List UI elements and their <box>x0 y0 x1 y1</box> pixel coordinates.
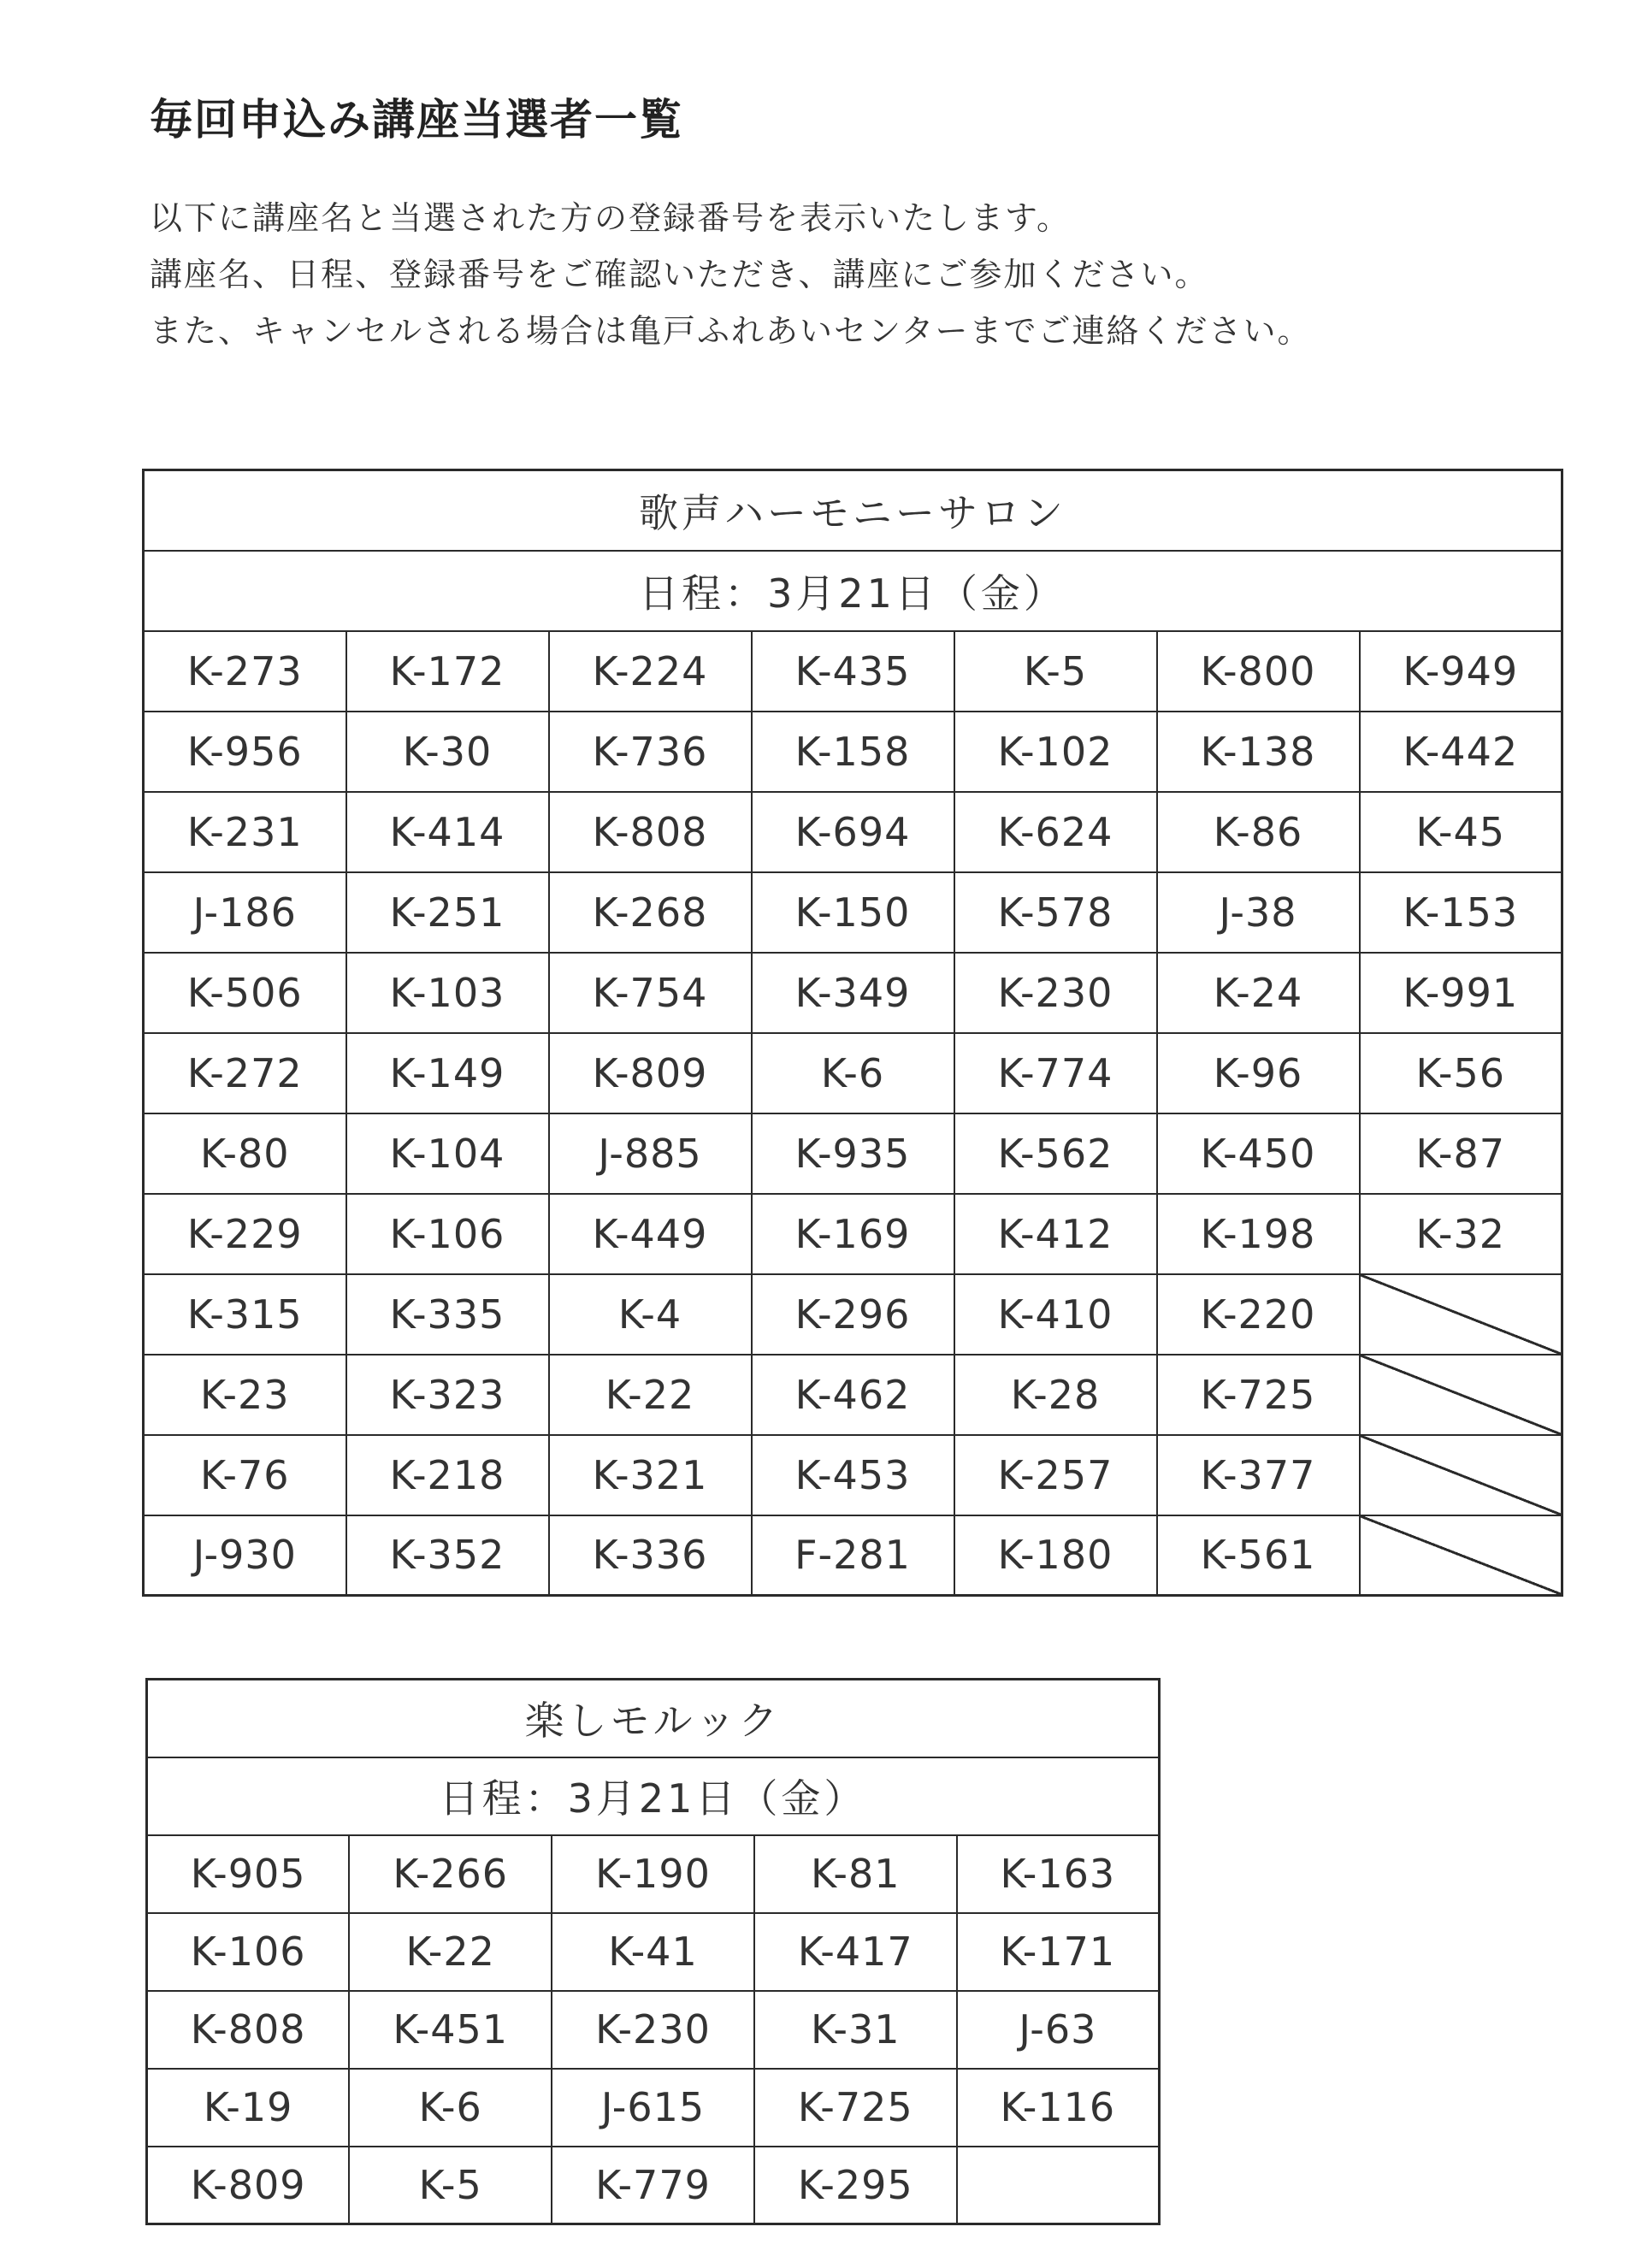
registration-number: K-725 <box>754 2069 957 2147</box>
intro-line: また、キャンセルされる場合は亀戸ふれあいセンターまでご連絡ください。 <box>150 312 1312 350</box>
registration-number: K-172 <box>346 631 549 712</box>
registration-number: K-257 <box>954 1435 1157 1515</box>
registration-number: K-435 <box>752 631 954 712</box>
registration-number: K-31 <box>754 1991 957 2069</box>
registration-number: K-624 <box>954 792 1157 872</box>
registration-number: K-190 <box>552 1835 754 1913</box>
registration-number: K-103 <box>346 953 549 1033</box>
empty-cell <box>1360 1515 1562 1596</box>
registration-number: K-169 <box>752 1194 954 1274</box>
table-row <box>147 1991 1160 2069</box>
registration-number: K-116 <box>957 2069 1160 2147</box>
table-row <box>144 1435 1562 1515</box>
course-schedule-row <box>144 551 1562 631</box>
registration-number: K-149 <box>346 1033 549 1113</box>
table-row <box>147 2147 1160 2224</box>
registration-number: K-352 <box>346 1515 549 1596</box>
course-name-row <box>147 1680 1160 1757</box>
registration-number: K-315 <box>144 1274 346 1355</box>
registration-number: K-321 <box>549 1435 752 1515</box>
registration-number: K-800 <box>1157 631 1360 712</box>
registration-number: K-956 <box>144 712 346 792</box>
registration-number: K-28 <box>954 1355 1157 1435</box>
registration-number: J-186 <box>144 872 346 953</box>
registration-number: K-230 <box>954 953 1157 1033</box>
registration-number: K-451 <box>349 1991 552 2069</box>
registration-number: K-104 <box>346 1113 549 1194</box>
registration-number: K-453 <box>752 1435 954 1515</box>
registration-number: K-694 <box>752 792 954 872</box>
registration-number: K-153 <box>1360 872 1562 953</box>
registration-number: K-32 <box>1360 1194 1562 1274</box>
course-name: 楽しモルック <box>147 1680 1160 1757</box>
registration-number: K-81 <box>754 1835 957 1913</box>
registration-number: K-268 <box>549 872 752 953</box>
course-schedule-row <box>147 1757 1160 1835</box>
empty-cell <box>957 2147 1160 2224</box>
registration-number: K-736 <box>549 712 752 792</box>
intro-line: 以下に講座名と当選された方の登録番号を表示いたします。 <box>150 199 1071 237</box>
table-row <box>147 2069 1160 2147</box>
registration-number: K-725 <box>1157 1355 1360 1435</box>
registration-number: K-106 <box>147 1913 350 1991</box>
registration-number: K-6 <box>752 1033 954 1113</box>
registration-number: K-23 <box>144 1355 346 1435</box>
registration-number: K-76 <box>144 1435 346 1515</box>
table-row <box>147 1913 1160 1991</box>
registration-number: K-506 <box>144 953 346 1033</box>
table-row <box>144 1113 1562 1194</box>
table-row <box>144 792 1562 872</box>
registration-number: K-56 <box>1360 1033 1562 1113</box>
registration-number: K-138 <box>1157 712 1360 792</box>
registration-number: K-230 <box>552 1991 754 2069</box>
intro-text <box>150 190 1311 359</box>
registration-number: K-220 <box>1157 1274 1360 1355</box>
table-row <box>144 872 1562 953</box>
table-row <box>144 1515 1562 1596</box>
registration-number: K-163 <box>957 1835 1160 1913</box>
registration-number: K-218 <box>346 1435 549 1515</box>
registration-number: K-251 <box>346 872 549 953</box>
registration-number: K-158 <box>752 712 954 792</box>
registration-number: K-296 <box>752 1274 954 1355</box>
registration-number: K-80 <box>144 1113 346 1194</box>
registration-number: K-229 <box>144 1194 346 1274</box>
empty-cell <box>1360 1274 1562 1355</box>
registration-number: K-808 <box>147 1991 350 2069</box>
registration-number: K-323 <box>346 1355 549 1435</box>
registration-number: K-377 <box>1157 1435 1360 1515</box>
registration-number: K-150 <box>752 872 954 953</box>
table-row <box>144 712 1562 792</box>
empty-cell <box>1360 1435 1562 1515</box>
registration-number: K-41 <box>552 1913 754 1991</box>
table-row <box>144 1194 1562 1274</box>
registration-number: J-930 <box>144 1515 346 1596</box>
registration-number: K-224 <box>549 631 752 712</box>
registration-number: F-281 <box>752 1515 954 1596</box>
registration-number: K-266 <box>349 1835 552 1913</box>
registration-number: K-87 <box>1360 1113 1562 1194</box>
registration-number: K-30 <box>346 712 549 792</box>
registration-number: K-295 <box>754 2147 957 2224</box>
registration-number: K-336 <box>549 1515 752 1596</box>
registration-number: K-462 <box>752 1355 954 1435</box>
registration-number: J-885 <box>549 1113 752 1194</box>
registration-number: K-410 <box>954 1274 1157 1355</box>
table-row <box>144 1033 1562 1113</box>
registration-number: K-809 <box>549 1033 752 1113</box>
registration-number: K-808 <box>549 792 752 872</box>
course-table-2 <box>145 1678 1161 2225</box>
table-row <box>144 631 1562 712</box>
registration-number: K-449 <box>549 1194 752 1274</box>
registration-number: K-19 <box>147 2069 350 2147</box>
registration-number: K-935 <box>752 1113 954 1194</box>
registration-number: K-562 <box>954 1113 1157 1194</box>
registration-number: K-561 <box>1157 1515 1360 1596</box>
registration-number: K-45 <box>1360 792 1562 872</box>
registration-number: K-335 <box>346 1274 549 1355</box>
registration-number: K-442 <box>1360 712 1562 792</box>
course-schedule: 日程：3月21日（金） <box>144 551 1562 631</box>
registration-number: K-809 <box>147 2147 350 2224</box>
registration-number: K-414 <box>346 792 549 872</box>
registration-number: K-578 <box>954 872 1157 953</box>
registration-number: K-180 <box>954 1515 1157 1596</box>
registration-number: K-349 <box>752 953 954 1033</box>
table-row <box>144 953 1562 1033</box>
registration-number: K-5 <box>954 631 1157 712</box>
course-schedule: 日程：3月21日（金） <box>147 1757 1160 1835</box>
registration-number: K-24 <box>1157 953 1360 1033</box>
registration-number: K-5 <box>349 2147 552 2224</box>
table-row <box>144 1355 1562 1435</box>
registration-number: K-4 <box>549 1274 752 1355</box>
registration-number: K-22 <box>349 1913 552 1991</box>
registration-number: K-905 <box>147 1835 350 1913</box>
intro-line: 講座名、日程、登録番号をご確認いただき、講座にご参加ください。 <box>150 256 1209 293</box>
registration-number: J-615 <box>552 2069 754 2147</box>
registration-number: K-779 <box>552 2147 754 2224</box>
registration-number: K-86 <box>1157 792 1360 872</box>
table-row <box>144 1274 1562 1355</box>
registration-number: K-22 <box>549 1355 752 1435</box>
empty-cell <box>1360 1355 1562 1435</box>
registration-number: K-774 <box>954 1033 1157 1113</box>
registration-number: K-417 <box>754 1913 957 1991</box>
registration-number: K-450 <box>1157 1113 1360 1194</box>
registration-number: K-96 <box>1157 1033 1360 1113</box>
registration-number: K-272 <box>144 1033 346 1113</box>
registration-number: K-231 <box>144 792 346 872</box>
course-table-1 <box>142 469 1563 1597</box>
registration-number: K-6 <box>349 2069 552 2147</box>
registration-number: K-949 <box>1360 631 1562 712</box>
registration-number: K-991 <box>1360 953 1562 1033</box>
registration-number: K-171 <box>957 1913 1160 1991</box>
registration-number: K-273 <box>144 631 346 712</box>
registration-number: K-106 <box>346 1194 549 1274</box>
page-title: 毎回申込み講座当選者一覧 <box>150 95 683 145</box>
registration-number: K-102 <box>954 712 1157 792</box>
course-name: 歌声ハーモニーサロン <box>144 470 1562 551</box>
registration-number: K-412 <box>954 1194 1157 1274</box>
course-name-row <box>144 470 1562 551</box>
registration-number: J-63 <box>957 1991 1160 2069</box>
registration-number: J-38 <box>1157 872 1360 953</box>
registration-number: K-754 <box>549 953 752 1033</box>
registration-number: K-198 <box>1157 1194 1360 1274</box>
table-row <box>147 1835 1160 1913</box>
